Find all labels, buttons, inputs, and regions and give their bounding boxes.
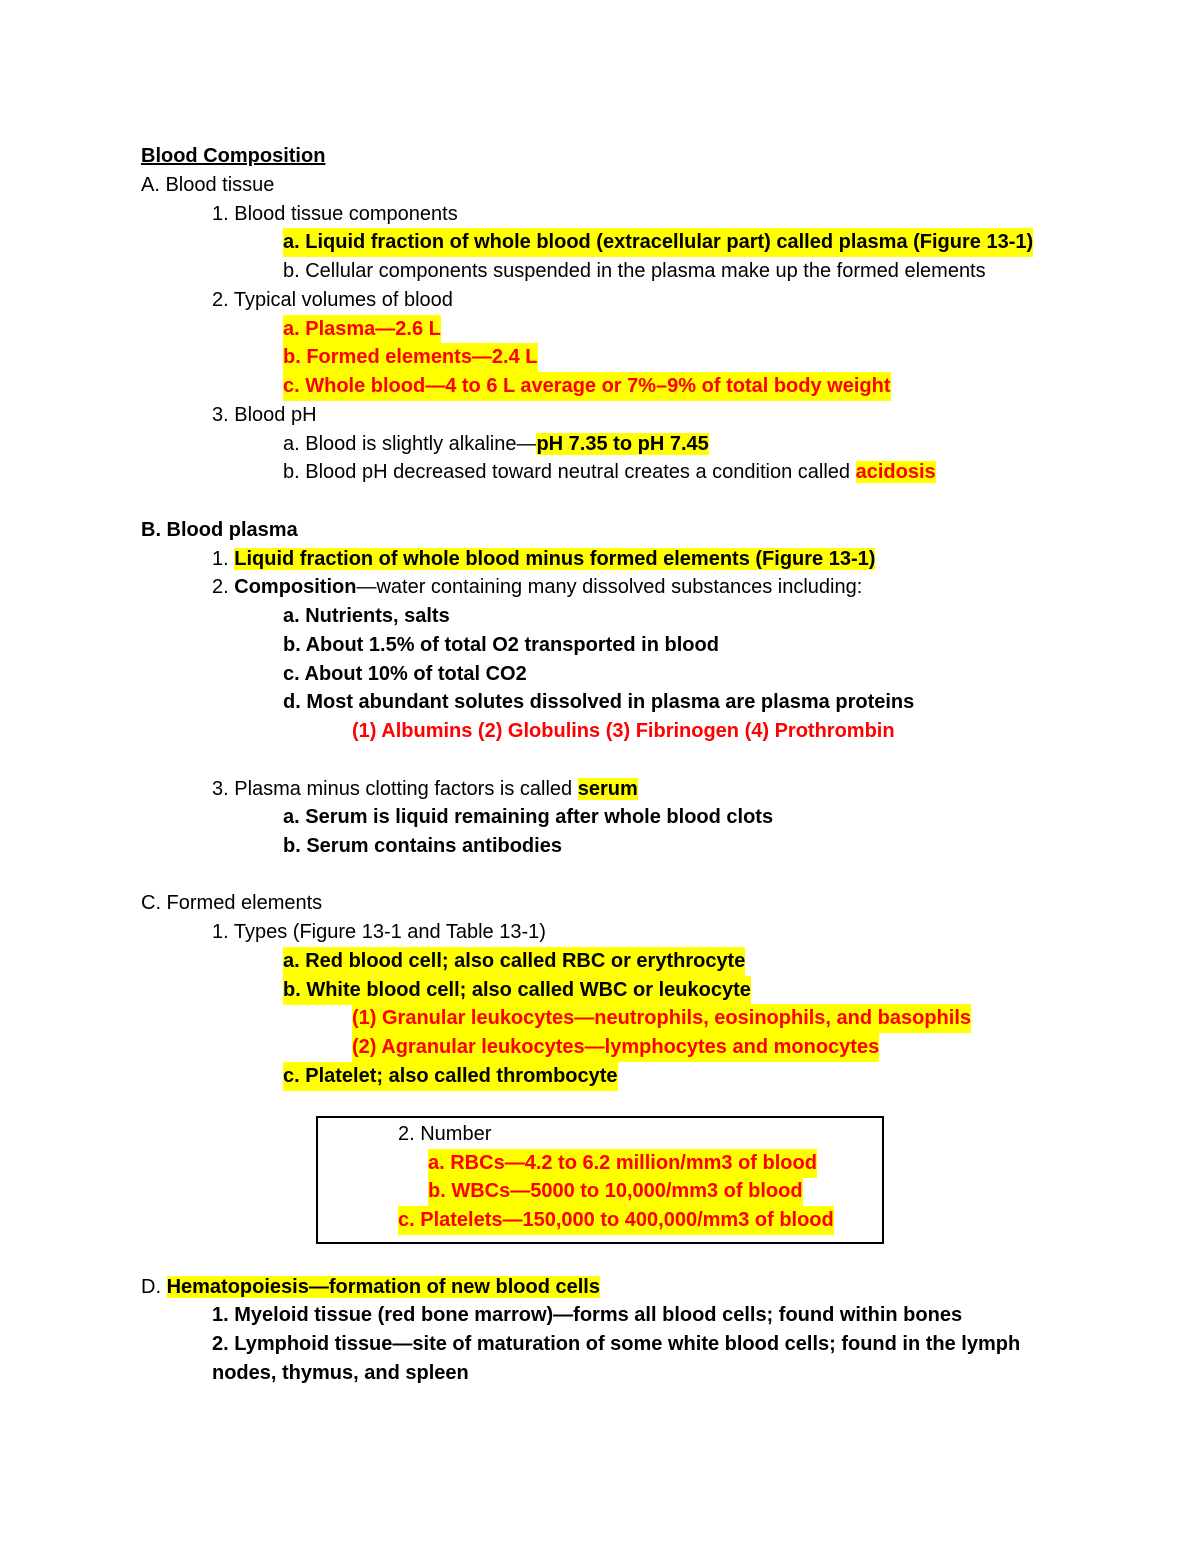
section-d-heading-letter: D. — [141, 1276, 167, 1298]
box-item2: 2. Number — [398, 1123, 492, 1145]
document-title: Blood Composition — [141, 145, 326, 167]
section-a-item1b: b. Cellular components suspended in the plasma make up the formed elements — [283, 260, 986, 282]
section-b-item3a: a. Serum is liquid remaining after whole blood clots — [283, 806, 774, 828]
section-c-item1c: c. Platelet; also called thrombocyte — [283, 1062, 618, 1091]
section-c-item1b: b. White blood cell; also called WBC or leukocyte — [283, 976, 751, 1005]
section-a-item3: 3. Blood pH — [212, 404, 317, 426]
section-b-item3 — [212, 775, 638, 804]
section-b-item1-highlight: Liquid fraction of whole blood minus formed elements (Figure 13-1) — [234, 548, 876, 570]
section-b-item3b-bold: antibodies — [461, 835, 562, 857]
section-d-item2-line1: 2. Lymphoid tissue—site of maturation of some white blood cells; found in the lymph — [212, 1333, 1021, 1355]
section-a-item3b — [283, 458, 936, 487]
section-b-item2d-list: (1) Albumins (2) Globulins (3) Fibrinogen (4) Prothrombin — [352, 720, 895, 742]
section-b-item2-bold: Composition — [234, 576, 357, 598]
section-a-item3a — [283, 430, 709, 459]
section-b-item2d: d. Most abundant solutes dissolved in plasma are plasma proteins — [283, 691, 915, 713]
section-d-item1: 1. Myeloid tissue (red bone marrow)—forms all blood cells; found within bones — [212, 1304, 963, 1326]
section-a-item2a: a. Plasma—2.6 L — [283, 315, 441, 344]
section-b-item1 — [212, 545, 875, 574]
section-b-item2 — [212, 573, 862, 602]
section-b-heading: B. Blood plasma — [141, 519, 298, 541]
section-b-item2a: a. Nutrients, salts — [283, 605, 450, 627]
box-item2c: c. Platelets—150,000 to 400,000/mm3 of blood — [398, 1206, 834, 1235]
section-a-item3a-text: a. Blood is slightly alkaline— — [283, 433, 537, 455]
section-a-item3a-highlight: pH 7.35 to pH 7.45 — [536, 433, 709, 455]
section-b-item1-number: 1. — [212, 548, 235, 570]
section-a-item1a: a. Liquid fraction of whole blood (extracellular part) called plasma (Figure 13-1) — [283, 228, 1033, 257]
section-c-heading: C. Formed elements — [141, 892, 323, 914]
section-d-heading — [141, 1273, 600, 1302]
section-a-heading: A. Blood tissue — [141, 174, 275, 196]
section-c-item1a: a. Red blood cell; also called RBC or erythrocyte — [283, 947, 745, 976]
section-a-item3b-highlight: acidosis — [855, 461, 936, 483]
section-c-item1b2: (2) Agranular leukocytes—lymphocytes and monocytes — [352, 1033, 879, 1062]
section-a-item2b: b. Formed elements—2.4 L — [283, 343, 538, 372]
box-item2b: b. WBCs—5000 to 10,000/mm3 of blood — [428, 1177, 803, 1206]
section-a-item2: 2. Typical volumes of blood — [212, 289, 453, 311]
section-c-item1: 1. Types (Figure 13-1 and Table 13-1) — [212, 921, 546, 943]
section-b-item2-number: 2. — [212, 576, 235, 598]
section-b-item2-rest: —water containing many dissolved substances including: — [356, 576, 863, 598]
section-a-item1: 1. Blood tissue components — [212, 203, 458, 225]
section-a-item2c: c. Whole blood—4 to 6 L average or 7%–9% of total body weight — [283, 372, 891, 401]
section-d-item2-line2: nodes, thymus, and spleen — [212, 1362, 469, 1384]
section-a-item3b-text: b. Blood pH decreased toward neutral creates a condition called — [283, 461, 856, 483]
section-b-item3-highlight: serum — [577, 778, 638, 800]
section-b-item3-text: 3. Plasma minus clotting factors is called — [212, 778, 578, 800]
section-b-item3b-text: b. Serum contains — [283, 835, 462, 857]
section-d-heading-highlight: Hematopoiesis—formation of new blood cells — [166, 1276, 600, 1298]
section-b-item2b: b. About 1.5% of total O2 transported in blood — [283, 634, 719, 656]
box-item2a: a. RBCs—4.2 to 6.2 million/mm3 of blood — [428, 1149, 817, 1178]
section-c-item1b1: (1) Granular leukocytes—neutrophils, eosinophils, and basophils — [352, 1004, 971, 1033]
section-b-item3b — [283, 832, 562, 861]
section-b-item2c: c. About 10% of total CO2 — [283, 663, 527, 685]
